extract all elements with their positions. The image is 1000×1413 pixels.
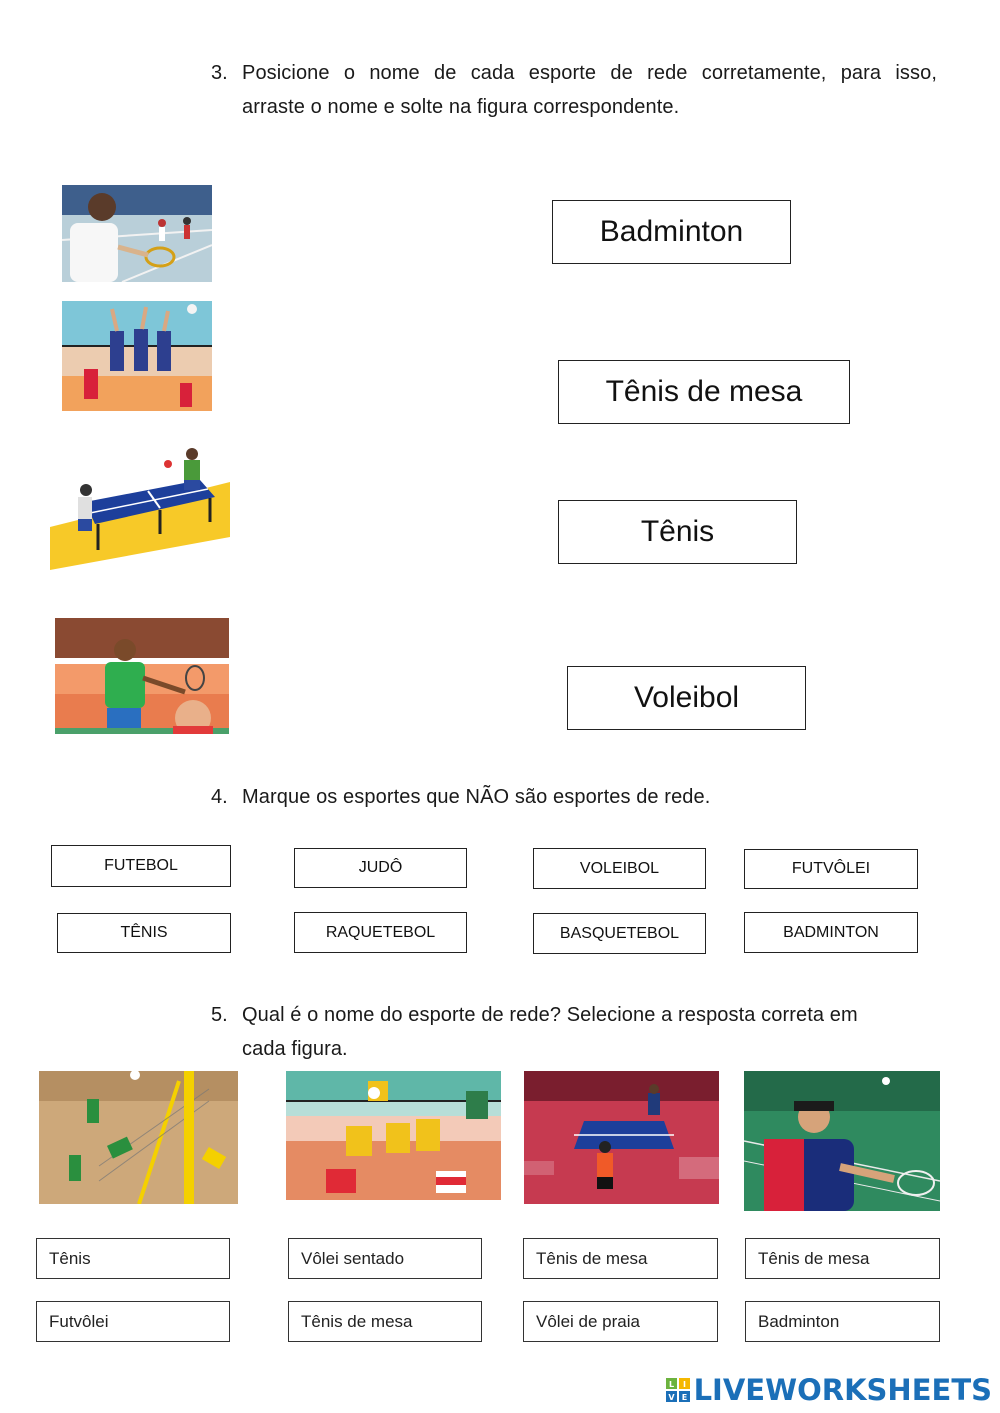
q5-photo-badminton (744, 1071, 940, 1211)
q5-fig1-option-1[interactable]: Tênis (36, 1238, 230, 1279)
svg-text:V: V (667, 1393, 675, 1402)
q5-fig2-option-1[interactable]: Vôlei sentado (288, 1238, 482, 1279)
drag-label-tenis-de-mesa[interactable]: Tênis de mesa (558, 360, 850, 424)
q5-photo-table-tennis (524, 1071, 719, 1204)
svg-text:I: I (682, 1380, 686, 1389)
q5-fig2-option-2[interactable]: Tênis de mesa (288, 1301, 482, 1342)
q5-photo-sitting-volleyball (286, 1071, 501, 1200)
option-raquetebol[interactable]: RAQUETEBOL (294, 912, 467, 953)
q5-fig3-option-2[interactable]: Vôlei de praia (523, 1301, 718, 1342)
q3-text-line2: arraste o nome e solte na figura correspondente. (242, 96, 680, 118)
q3-photo-badminton-player (55, 618, 229, 734)
q3-illustration-table-tennis (50, 442, 230, 572)
drag-label-tenis[interactable]: Tênis (558, 500, 797, 564)
svg-text:E: E (681, 1393, 687, 1402)
q5-number: 5. (211, 1004, 228, 1026)
option-basquetebol[interactable]: BASQUETEBOL (533, 913, 706, 954)
q3-photo-kids-badminton (62, 185, 212, 282)
q3-text-line1: Posicione o nome de cada esporte de rede corretamente, para isso, (242, 62, 937, 84)
q3-number: 3. (211, 62, 228, 84)
logo-text: LIVEWORKSHEETS (693, 1373, 992, 1407)
q5-text-line1: Qual é o nome do esporte de rede? Selecione a resposta correta em (242, 1004, 858, 1026)
q5-fig3-option-1[interactable]: Tênis de mesa (523, 1238, 718, 1279)
option-judo[interactable]: JUDÔ (294, 848, 467, 888)
liveworksheets-logo[interactable] (666, 1373, 992, 1407)
drag-label-voleibol[interactable]: Voleibol (567, 666, 806, 730)
option-futvolei[interactable]: FUTVÔLEI (744, 849, 918, 889)
q5-fig4-option-1[interactable]: Tênis de mesa (745, 1238, 940, 1279)
q3-photo-volleyball (62, 301, 212, 411)
q5-photo-footvolley (39, 1071, 238, 1204)
q4-text: Marque os esportes que NÃO são esportes de rede. (242, 786, 711, 808)
option-voleibol[interactable]: VOLEIBOL (533, 848, 706, 889)
q4-number: 4. (211, 786, 228, 808)
svg-text:L: L (668, 1380, 674, 1389)
drag-label-badminton[interactable]: Badminton (552, 200, 791, 264)
option-badminton[interactable]: BADMINTON (744, 912, 918, 953)
q5-fig1-option-2[interactable]: Futvôlei (36, 1301, 230, 1342)
option-futebol[interactable]: FUTEBOL (51, 845, 231, 887)
option-tenis[interactable]: TÊNIS (57, 913, 231, 953)
q5-fig4-option-2[interactable]: Badminton (745, 1301, 940, 1342)
liveworksheets-logo-icon (666, 1378, 690, 1402)
q5-text-line2: cada figura. (242, 1038, 348, 1060)
